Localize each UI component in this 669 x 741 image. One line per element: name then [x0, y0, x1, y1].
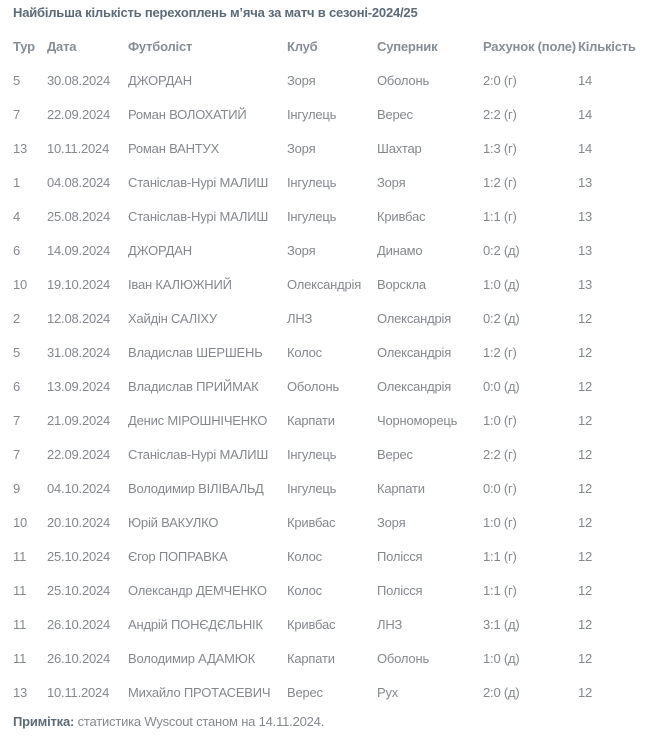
cell-player: Хайдін САЛІХУ [128, 310, 217, 326]
column-header-player: Футболіст [128, 38, 193, 54]
table-row [13, 471, 661, 505]
cell-round: 11 [13, 582, 27, 598]
cell-score: 1:2 (г) [483, 174, 517, 190]
table-row [13, 573, 661, 607]
table-row [13, 335, 661, 369]
table-row [13, 437, 661, 471]
cell-opponent: Оболонь [377, 650, 430, 666]
cell-score: 0:0 (д) [483, 378, 520, 394]
column-header-score: Рахунок (поле) [483, 38, 576, 54]
cell-date: 30.08.2024 [47, 72, 111, 88]
cell-round: 11 [13, 616, 27, 632]
cell-club: Колос [287, 344, 322, 360]
footnote-text: статистика Wyscout станом на 14.11.2024. [77, 714, 325, 729]
cell-score: 1:0 (г) [483, 514, 517, 530]
column-header-opponent: Суперник [377, 38, 438, 54]
cell-date: 31.08.2024 [47, 344, 111, 360]
table-body [13, 63, 661, 709]
cell-player: Володимир АДАМЮК [128, 650, 256, 666]
cell-opponent: Верес [377, 446, 413, 462]
cell-date: 25.10.2024 [47, 582, 111, 598]
cell-round: 11 [13, 548, 27, 564]
cell-score: 1:0 (д) [483, 276, 520, 292]
column-header-date: Дата [47, 38, 77, 54]
cell-opponent: Рух [377, 684, 399, 700]
table-row [13, 539, 661, 573]
cell-round: 13 [13, 684, 28, 700]
cell-score: 2:2 (г) [483, 446, 517, 462]
cell-date: 14.09.2024 [47, 242, 111, 258]
interceptions-table [13, 29, 661, 709]
cell-round: 10 [13, 276, 28, 292]
table-header-row [13, 29, 661, 63]
cell-round: 10 [13, 514, 28, 530]
cell-count: 12 [578, 344, 593, 360]
cell-score: 1:0 (д) [483, 650, 520, 666]
column-header-club: Клуб [287, 38, 318, 54]
cell-player: Денис МІРОШНІЧЕНКО [128, 412, 268, 428]
cell-player: Єгор ПОПРАВКА [128, 548, 228, 564]
cell-club: Колос [287, 548, 322, 564]
cell-opponent: ЛНЗ [377, 616, 403, 632]
table-row [13, 369, 661, 403]
cell-date: 10.11.2024 [47, 140, 110, 156]
cell-club: ЛНЗ [287, 310, 313, 326]
cell-count: 14 [578, 106, 593, 122]
page-title: Найбільша кількість перехоплень м’яча за матч в сезоні-2024/25 [13, 5, 418, 20]
column-header-round: Тур [13, 38, 35, 54]
cell-date: 26.10.2024 [47, 650, 111, 666]
cell-count: 12 [578, 548, 593, 564]
cell-count: 12 [578, 446, 593, 462]
cell-player: Роман ВОЛОХАТИЙ [128, 106, 247, 122]
cell-club: Колос [287, 582, 322, 598]
cell-date: 21.09.2024 [47, 412, 111, 428]
cell-opponent: Полісся [377, 548, 423, 564]
cell-club: Оболонь [287, 378, 340, 394]
cell-player: Станіслав-Нурі МАЛИШ [128, 208, 269, 224]
cell-count: 12 [578, 582, 593, 598]
cell-player: Іван КАЛЮЖНИЙ [128, 276, 232, 292]
cell-date: 20.10.2024 [47, 514, 111, 530]
cell-round: 6 [13, 378, 21, 394]
cell-score: 2:0 (д) [483, 684, 520, 700]
cell-score: 0:2 (д) [483, 310, 520, 326]
cell-opponent: Олександрія [377, 310, 452, 326]
cell-score: 0:0 (г) [483, 480, 517, 496]
cell-score: 3:1 (д) [483, 616, 520, 632]
column-header-count: Кількість [578, 38, 636, 54]
cell-club: Карпати [287, 412, 335, 428]
cell-date: 25.10.2024 [47, 548, 111, 564]
cell-player: Юрій ВАКУЛКО [128, 514, 219, 530]
cell-club: Карпати [287, 650, 335, 666]
cell-club: Інгулець [287, 208, 337, 224]
cell-count: 12 [578, 616, 593, 632]
cell-date: 22.09.2024 [47, 106, 111, 122]
cell-score: 1:1 (г) [483, 208, 517, 224]
table-header [13, 29, 661, 63]
cell-player: ДЖОРДАН [128, 72, 192, 88]
cell-club: Зоря [287, 72, 316, 88]
cell-round: 4 [13, 208, 21, 224]
cell-opponent: Олександрія [377, 344, 452, 360]
cell-round: 13 [13, 140, 28, 156]
cell-round: 6 [13, 242, 21, 258]
cell-club: Інгулець [287, 106, 337, 122]
cell-score: 1:2 (г) [483, 344, 517, 360]
cell-player: Станіслав-Нурі МАЛИШ [128, 446, 269, 462]
cell-club: Верес [287, 684, 323, 700]
cell-player: Андрій ПОНЄДЄЛЬНІК [128, 616, 263, 632]
cell-count: 12 [578, 412, 593, 428]
footnote [13, 714, 661, 730]
table-row [13, 267, 661, 301]
cell-count: 12 [578, 514, 593, 530]
cell-opponent: Олександрія [377, 378, 452, 394]
table-row [13, 199, 661, 233]
cell-club: Зоря [287, 140, 316, 156]
cell-opponent: Динамо [377, 242, 423, 258]
cell-score: 1:1 (г) [483, 548, 517, 564]
cell-count: 13 [578, 208, 593, 224]
cell-date: 26.10.2024 [47, 616, 111, 632]
cell-score: 2:0 (г) [483, 72, 517, 88]
cell-round: 11 [13, 650, 27, 666]
cell-club: Інгулець [287, 174, 337, 190]
cell-club: Зоря [287, 242, 316, 258]
cell-count: 12 [578, 310, 593, 326]
table-row [13, 233, 661, 267]
cell-date: 13.09.2024 [47, 378, 111, 394]
cell-count: 13 [578, 242, 593, 258]
cell-club: Інгулець [287, 446, 337, 462]
cell-date: 04.10.2024 [47, 480, 111, 496]
cell-club: Олександрія [287, 276, 362, 292]
cell-player: Володимир ВІЛІВАЛЬД [128, 480, 264, 496]
cell-opponent: Зоря [377, 174, 406, 190]
cell-round: 5 [13, 72, 21, 88]
table-row [13, 403, 661, 437]
cell-date: 10.11.2024 [47, 684, 110, 700]
cell-score: 0:2 (д) [483, 242, 520, 258]
table-row [13, 131, 661, 165]
table-row [13, 675, 661, 709]
table-row [13, 641, 661, 675]
cell-opponent: Верес [377, 106, 413, 122]
cell-opponent: Зоря [377, 514, 406, 530]
cell-round: 2 [13, 310, 21, 326]
cell-round: 5 [13, 344, 21, 360]
cell-player: Владислав ШЕРШЕНЬ [128, 344, 263, 360]
cell-club: Кривбас [287, 616, 336, 632]
cell-opponent: Шахтар [377, 140, 422, 156]
cell-player: Станіслав-Нурі МАЛИШ [128, 174, 269, 190]
cell-score: 1:0 (г) [483, 412, 517, 428]
cell-opponent: Ворскла [377, 276, 426, 292]
cell-round: 7 [13, 446, 21, 462]
table-row [13, 165, 661, 199]
table-row [13, 63, 661, 97]
cell-count: 13 [578, 174, 593, 190]
footnote-label: Примітка: [13, 714, 75, 729]
cell-opponent: Полісся [377, 582, 423, 598]
cell-date: 04.08.2024 [47, 174, 111, 190]
cell-opponent: Кривбас [377, 208, 426, 224]
cell-count: 14 [578, 72, 593, 88]
cell-player: ДЖОРДАН [128, 242, 192, 258]
cell-score: 1:1 (г) [483, 582, 517, 598]
cell-count: 13 [578, 276, 593, 292]
cell-count: 14 [578, 140, 593, 156]
table-row [13, 505, 661, 539]
cell-count: 12 [578, 684, 593, 700]
cell-opponent: Оболонь [377, 72, 430, 88]
table-row [13, 301, 661, 335]
cell-date: 22.09.2024 [47, 446, 111, 462]
cell-club: Кривбас [287, 514, 336, 530]
table-row [13, 97, 661, 131]
cell-round: 1 [13, 174, 21, 190]
cell-round: 9 [13, 480, 21, 496]
cell-opponent: Чорноморець [377, 412, 458, 428]
cell-count: 12 [578, 378, 593, 394]
cell-count: 12 [578, 650, 593, 666]
cell-score: 1:3 (г) [483, 140, 517, 156]
cell-date: 25.08.2024 [47, 208, 111, 224]
cell-date: 19.10.2024 [47, 276, 111, 292]
cell-score: 2:2 (г) [483, 106, 517, 122]
cell-club: Інгулець [287, 480, 337, 496]
cell-date: 12.08.2024 [47, 310, 111, 326]
cell-round: 7 [13, 106, 21, 122]
cell-player: Михайло ПРОТАСЕВИЧ [128, 684, 271, 700]
cell-count: 12 [578, 480, 593, 496]
table-row [13, 607, 661, 641]
cell-round: 7 [13, 412, 21, 428]
cell-opponent: Карпати [377, 480, 425, 496]
cell-player: Владислав ПРИЙМАК [128, 378, 259, 394]
cell-player: Олександр ДЕМЧЕНКО [128, 582, 267, 598]
cell-player: Роман ВАНТУХ [128, 140, 220, 156]
